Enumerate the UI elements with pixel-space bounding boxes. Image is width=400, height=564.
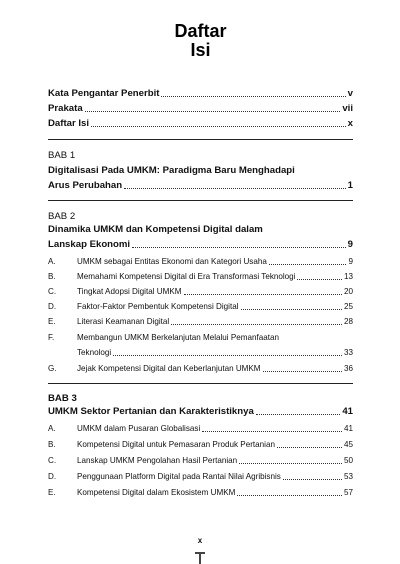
dot-leader [184, 294, 342, 295]
toc-entry-bab-2[interactable] [48, 237, 353, 251]
entry-page: 20 [343, 287, 353, 296]
toc-entry-bab-1[interactable] [48, 178, 353, 192]
entry-page: 41 [342, 406, 353, 417]
toc-entry-2d[interactable] [48, 299, 353, 313]
entry-letter: A. [48, 424, 56, 433]
entry-label: Teknologi [77, 348, 112, 357]
dot-leader [85, 111, 341, 112]
entry-page: 53 [343, 472, 353, 481]
entry-label: Penggunaan Platform Digital pada Rantai Nilai Agribisnis [77, 472, 281, 481]
toc-title [48, 22, 353, 60]
entry-letter: A. [48, 257, 56, 266]
entry-letter: D. [48, 472, 57, 481]
entry-page: 41 [343, 424, 353, 433]
entry-page: x [347, 118, 353, 129]
dot-leader [283, 479, 342, 480]
entry-letter: G. [48, 364, 57, 373]
bab-3-number: BAB 3 [48, 393, 77, 404]
entry-label: Jejak Kompetensi Digital dan Keberlanjutan UMKM [77, 364, 261, 373]
entry-page: 28 [343, 317, 353, 326]
entry-page: 9 [348, 257, 353, 266]
dot-leader [256, 414, 341, 415]
toc-entry-kata-pengantar[interactable] [48, 86, 353, 100]
toc-entry-bab-3[interactable] [48, 404, 353, 418]
entry-label: Arus Perubahan [48, 180, 123, 191]
dot-leader [263, 371, 342, 372]
entry-page: 45 [343, 440, 353, 449]
bab-2-number: BAB 2 [48, 211, 76, 222]
dot-leader [124, 188, 346, 189]
entry-letter: E. [48, 317, 56, 326]
entry-letter: D. [48, 302, 57, 311]
entry-label: Tingkat Adopsi Digital UMKM [77, 287, 182, 296]
entry-page: 25 [343, 302, 353, 311]
toc-entry-3a[interactable] [48, 421, 353, 435]
entry-page: 36 [343, 364, 353, 373]
entry-letter: F. [48, 333, 55, 342]
toc-title-line1: Daftar [174, 21, 227, 41]
dot-leader [297, 279, 342, 280]
bab-1-number: BAB 1 [48, 150, 76, 161]
dot-leader [161, 96, 345, 97]
entry-label: Memahami Kompetensi Digital di Era Transformasi Teknologi [77, 272, 296, 281]
toc-entry-3d[interactable] [48, 469, 353, 483]
section-divider [48, 200, 353, 201]
section-divider [48, 139, 353, 140]
entry-label: Kata Pengantar Penerbit [48, 88, 160, 99]
dot-leader [237, 495, 342, 496]
entry-label: UMKM dalam Pusaran Globalisasi [77, 424, 201, 433]
entry-label: UMKM sebagai Entitas Ekonomi dan Kategori Usaha [77, 257, 267, 266]
dot-leader [239, 463, 342, 464]
toc-entry-2e[interactable] [48, 314, 353, 328]
entry-label: Literasi Keamanan Digital [77, 317, 170, 326]
dot-leader [91, 126, 346, 127]
toc-entry-2f-line1 [48, 330, 353, 344]
dot-leader [132, 247, 346, 248]
toc-entry-2g[interactable] [48, 361, 353, 375]
footer-t-mark-stem [199, 552, 201, 564]
dot-leader [113, 355, 342, 356]
entry-letter: C. [48, 287, 57, 296]
entry-label: Lanskap UMKM Pengolahan Hasil Pertanian [77, 456, 238, 465]
entry-label: Daftar Isi [48, 118, 90, 129]
toc-entry-2a[interactable] [48, 254, 353, 268]
entry-page: 50 [343, 456, 353, 465]
toc-entry-prakata[interactable] [48, 101, 353, 115]
dot-leader [277, 447, 342, 448]
dot-leader [202, 431, 342, 432]
entry-label: Membangun UMKM Berkelanjutan Melalui Pemanfaatan [77, 333, 279, 342]
toc-entry-3b[interactable] [48, 437, 353, 451]
entry-page: 13 [343, 272, 353, 281]
entry-page: v [347, 88, 353, 99]
entry-page: 33 [343, 348, 353, 357]
entry-label: Kompetensi Digital untuk Pemasaran Produk Pertanian [77, 440, 275, 449]
entry-letter: B. [48, 272, 56, 281]
entry-page: 1 [347, 180, 353, 191]
toc-entry-daftar-isi[interactable] [48, 116, 353, 130]
toc-entry-2c[interactable] [48, 284, 353, 298]
entry-letter: B. [48, 440, 56, 449]
toc-entry-2f[interactable] [48, 345, 353, 359]
toc-title-line2: Isi [190, 40, 211, 60]
entry-page: 9 [347, 239, 353, 250]
entry-label: Lanskap Ekonomi [48, 239, 131, 250]
dot-leader [269, 264, 347, 265]
dot-leader [241, 309, 342, 310]
toc-entry-3c[interactable] [48, 453, 353, 467]
entry-label: UMKM Sektor Pertanian dan Karakteristiknya [48, 406, 254, 417]
entry-letter: C. [48, 456, 57, 465]
section-divider [48, 383, 353, 384]
entry-letter: E. [48, 488, 56, 497]
page-number: x [197, 536, 203, 545]
entry-page: 57 [343, 488, 353, 497]
bab-1-title-line1: Digitalisasi Pada UMKM: Paradigma Baru Menghadapi [48, 165, 295, 176]
entry-label: Prakata [48, 103, 83, 114]
entry-label: Kompetensi Digital dalam Ekosistem UMKM [77, 488, 236, 497]
toc-entry-3e[interactable] [48, 485, 353, 499]
bab-2-title-line1: Dinamika UMKM dan Kompetensi Digital dalam [48, 224, 263, 235]
entry-page: vii [342, 103, 353, 114]
entry-label: Faktor-Faktor Pembentuk Kompetensi Digital [77, 302, 239, 311]
dot-leader [171, 324, 342, 325]
toc-entry-2b[interactable] [48, 269, 353, 283]
